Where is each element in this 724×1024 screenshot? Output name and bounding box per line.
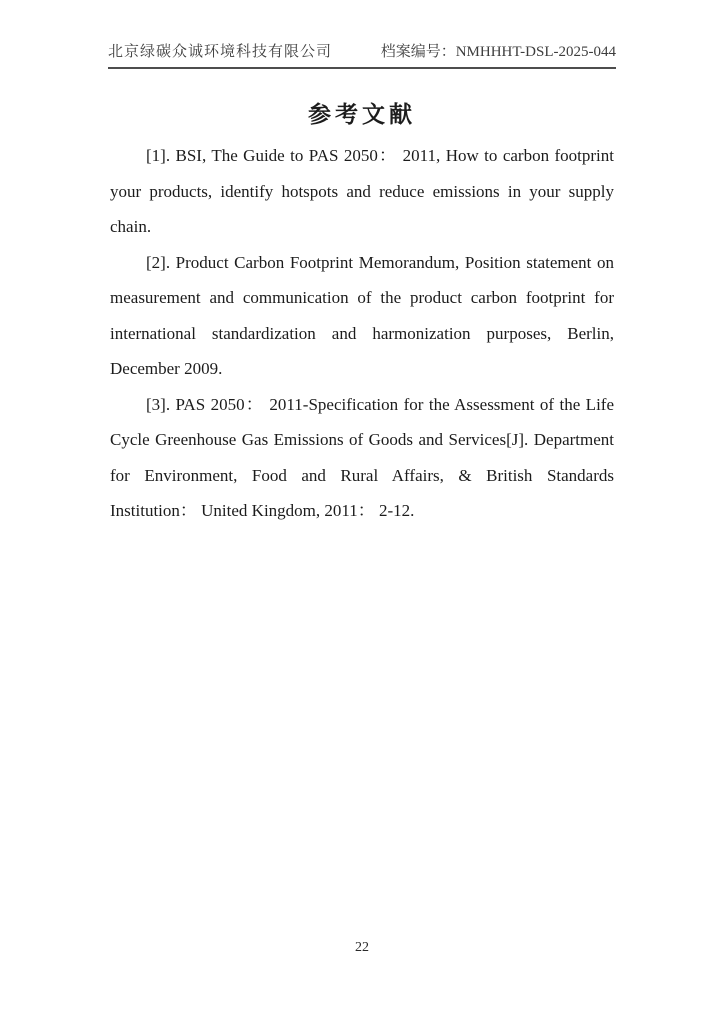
page-title: 参考文献	[308, 102, 416, 127]
page-header	[108, 40, 616, 69]
references-section	[110, 138, 614, 529]
page-footer	[0, 940, 724, 956]
doc-number	[381, 40, 616, 61]
company-name: 北京绿碳众诚环境科技有限公司	[108, 44, 333, 60]
doc-number-value: NMHHHT-DSL-2025-044	[455, 44, 616, 60]
page-number: 22	[355, 940, 369, 955]
doc-number-label: 档案编号：	[380, 44, 456, 60]
reference-item: [3]. PAS 2050： 2011-Specification for the Assessment of the Life Cycle Greenhouse Gas Emissions of Goods and Services[J]. Department for Environment, Food and Rural Affairs, & British Standards Institution： United Kingdom, 2011： 2-12.	[110, 394, 614, 520]
reference-item: [2]. Product Carbon Footprint Memorandum, Position statement on measurement and communication of the product carbon footprint for international standardization and harmonization purposes, Berlin, December 2009.	[110, 252, 614, 378]
reference-item: [1]. BSI, The Guide to PAS 2050： 2011, How to carbon footprint your products, identify hotspots and reduce emissions in your supply chain.	[110, 146, 614, 236]
